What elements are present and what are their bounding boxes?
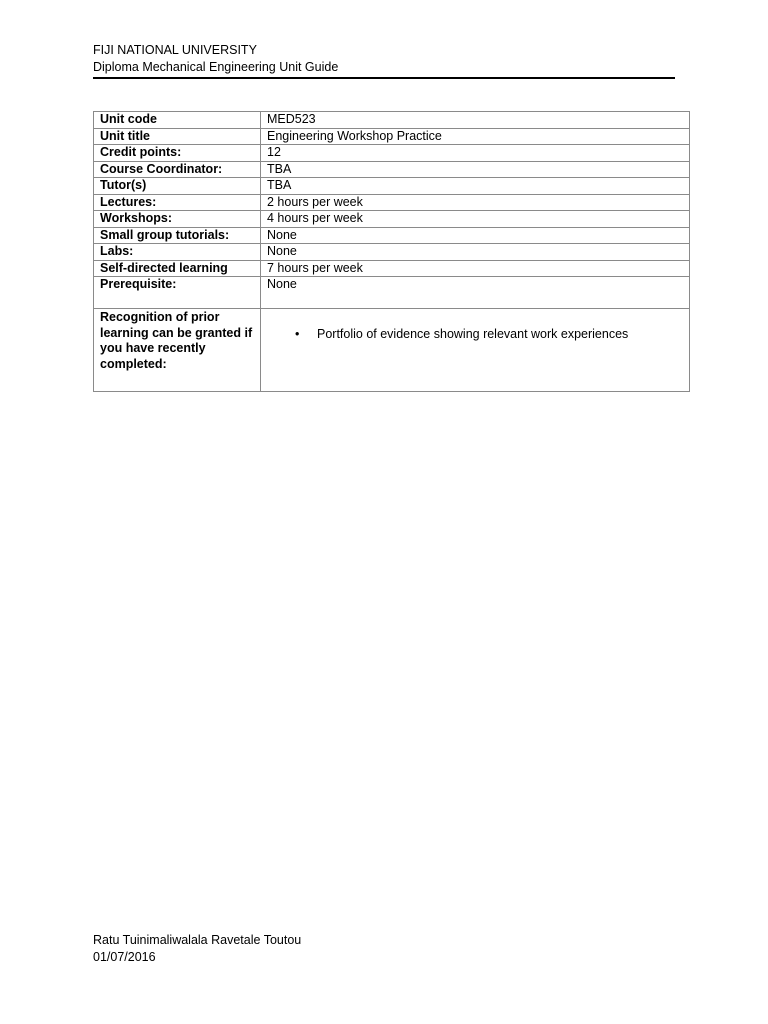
table-row [94, 227, 690, 244]
university-name: FIJI NATIONAL UNIVERSITY [93, 43, 257, 57]
table-row [94, 277, 690, 309]
rpl-value-cell [261, 309, 690, 392]
row-label: Credit points: [94, 145, 261, 162]
rpl-bullet-list [267, 327, 683, 343]
table-row [94, 244, 690, 261]
table-row [94, 128, 690, 145]
row-value: 7 hours per week [261, 260, 690, 277]
rpl-label: Recognition of prior learning can be granted if you have recently completed: [100, 310, 253, 371]
row-value: TBA [261, 161, 690, 178]
row-value: None [261, 227, 690, 244]
row-value: 2 hours per week [261, 194, 690, 211]
row-value: TBA [261, 178, 690, 195]
header-divider [93, 77, 675, 79]
table-row [94, 260, 690, 277]
table-row [94, 211, 690, 228]
row-label: Course Coordinator: [94, 161, 261, 178]
row-label: Tutor(s) [94, 178, 261, 195]
row-value: MED523 [261, 112, 690, 129]
footer-author: Ratu Tuinimaliwalala Ravetale Toutou [93, 933, 302, 947]
document-footer [93, 932, 301, 966]
row-label: Small group tutorials: [94, 227, 261, 244]
row-label: Unit title [94, 128, 261, 145]
table-row [94, 178, 690, 195]
row-label: Prerequisite: [94, 277, 261, 309]
row-label: Lectures: [94, 194, 261, 211]
list-item-text: Portfolio of evidence showing relevant work experiences [317, 327, 629, 341]
row-label: Workshops: [94, 211, 261, 228]
table-row [94, 145, 690, 162]
rpl-label-cell [94, 309, 261, 392]
table-row [94, 161, 690, 178]
table-row [94, 112, 690, 129]
row-value: 12 [261, 145, 690, 162]
document-header [93, 42, 675, 76]
row-value: Engineering Workshop Practice [261, 128, 690, 145]
bullet-icon: • [295, 327, 300, 341]
row-label: Self-directed learning [94, 260, 261, 277]
footer-date: 01/07/2016 [93, 950, 156, 964]
list-item [267, 327, 683, 343]
rpl-row [94, 309, 690, 392]
unit-details-table [93, 111, 690, 392]
row-value: None [261, 277, 690, 309]
table-row [94, 194, 690, 211]
row-value: None [261, 244, 690, 261]
document-subtitle: Diploma Mechanical Engineering Unit Guide [93, 60, 339, 74]
row-value: 4 hours per week [261, 211, 690, 228]
row-label: Labs: [94, 244, 261, 261]
row-label: Unit code [94, 112, 261, 129]
